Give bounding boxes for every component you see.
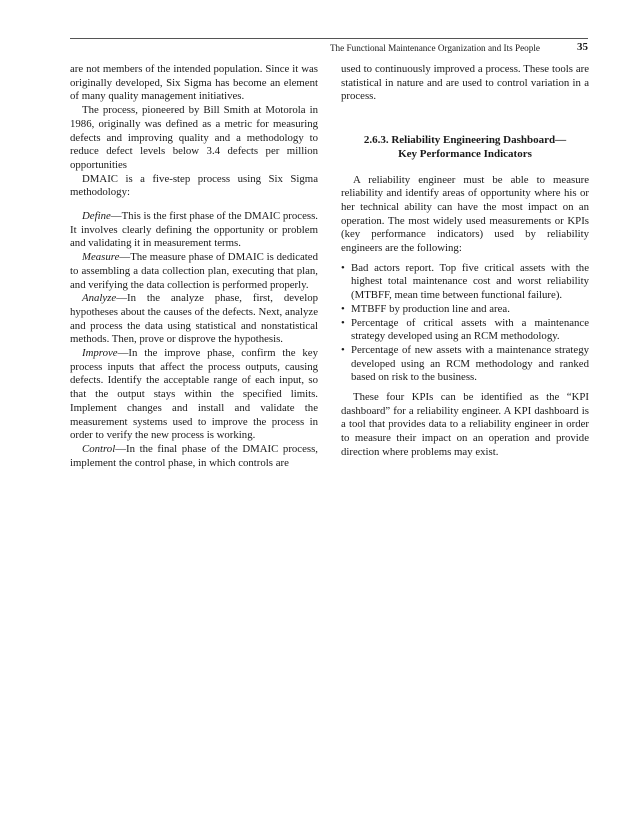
bullet-icon: •: [341, 261, 345, 274]
phase-text: —This is the first phase of the DMAIC process. It involves clearly defining the opportunity or problem and validating it in measurement terms.: [70, 210, 318, 250]
left-column: [70, 63, 318, 470]
phase-label: Analyze: [82, 292, 117, 305]
phase-text: —In the final phase of the DMAIC process, implement the control phase, in which controls are: [70, 442, 318, 469]
phase-text: —In the improve phase, confirm the key process inputs that affect the process outputs, causing defects. Identify the acceptable range of each input, so that the output stays within the specified limits. Implement changes and install and validate the measurement systems used to improve the process in order to verify the new process is working.: [70, 347, 318, 442]
phase-label: Control: [82, 442, 116, 455]
phase-label: Define: [82, 210, 111, 223]
paragraph: are not members of the intended population. Since it was originally developed, Six Sigma has become an element of many quality management initiatives.: [70, 63, 318, 103]
list-item-text: Bad actors report. Top five critical assets with the highest total maintenance cost and worst reliability (MTBFF, mean time between functional failure).: [351, 261, 589, 302]
kpi-list: [341, 262, 589, 385]
list-item-text: Percentage of new assets with a maintenance strategy developed using an RCM methodology and ranked based on risk to the business.: [351, 343, 589, 384]
phase-text: —In the analyze phase, first, develop hypotheses about the causes of the defects. Next, analyze and process the data using statistical and nonstatistical methods. Then, prove or disprove the hypothesis.: [70, 292, 318, 346]
list-item: [341, 262, 589, 303]
dmaic-define: [70, 210, 318, 251]
list-item: [341, 303, 589, 317]
phase-label: Measure: [82, 251, 120, 264]
dmaic-analyze: [70, 292, 318, 347]
bullet-icon: •: [341, 302, 345, 315]
paragraph: DMAIC is a five-step process using Six Sigma methodology:: [70, 172, 318, 199]
phase-label: Improve: [82, 347, 118, 360]
paragraph: A reliability engineer must be able to measure reliability and identify areas of opportunity where his or her technical ability can have the most impact on an operation. The most widely used measurements or KPIs (key performance indicators) used by reliability engineers are the following:: [341, 173, 589, 255]
phase-text: —The measure phase of DMAIC is dedicated to assembling a data collection plan, executing that plan, and verifying the data collection is performed properly.: [70, 251, 318, 291]
bullet-icon: •: [341, 343, 345, 356]
list-item: [341, 344, 589, 385]
paragraph: used to continuously improved a process. These tools are statistical in nature and are used to control variation in a process.: [341, 63, 589, 103]
page-number: 35: [577, 41, 588, 53]
running-title: The Functional Maintenance Organization and Its People: [329, 43, 540, 53]
right-column: [341, 63, 589, 460]
list-item-text: Percentage of critical assets with a maintenance strategy developed using an RCM methodology.: [351, 316, 589, 343]
section-heading: 2.6.3. Reliability Engineering Dashboard—Key Performance Indicators: [363, 134, 567, 160]
dmaic-measure: [70, 251, 318, 292]
paragraph: The process, pioneered by Bill Smith at Motorola in 1986, originally was defined as a metric for measuring defects and improving quality and a methodology to reduce defect levels below 3.4 defects per million opportunities: [70, 104, 318, 171]
running-header: [70, 38, 588, 57]
dmaic-improve: [70, 347, 318, 443]
paragraph: These four KPIs can be identified as the “KPI dashboard” for a reliability engineer. A KPI dashboard is a tool that provides data to a reliability engineer in order to measure their impact on an operation and provide direction where problems may exist.: [341, 391, 589, 458]
list-item: [341, 317, 589, 344]
dmaic-control: [70, 443, 318, 470]
list-item-text: MTBFF by production line and area.: [351, 302, 510, 315]
bullet-icon: •: [341, 316, 345, 329]
